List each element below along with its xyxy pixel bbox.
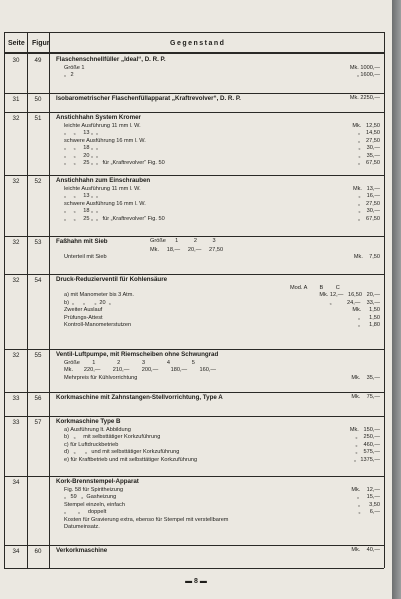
row-title: Druck-Reduzierventil für Kohlensäure [56,276,168,283]
row-line-text: Mehrpreis für Kühlvorrichtung [64,374,138,381]
row-line-text: a) mit Manometer bis 3 Atm. [64,292,134,299]
row-line-text: Kontroll-Manometerstutzen [64,322,132,328]
row-line-text: Fig. 58 für Spiritheizung [64,487,124,493]
row-line-text: „ 2 [64,72,74,79]
col-header-gegenstand: Gegenstand [170,40,226,47]
row-title-price: Mk. 40,— [351,547,380,553]
row-line-price: „ 30,— [358,145,380,152]
col-header-seite: Seite [8,40,25,47]
row-line-text: Mod. A B C [290,285,340,291]
row-line-text: leichte Ausführung 11 mm l. W. [64,123,141,129]
row-line-price: „ 6,— [358,509,380,516]
row-line-text: „ „ doppelt [64,509,107,516]
row-line-text: Stempel einzeln, einfach [64,501,125,508]
row-line-price: Mk. 35,— [351,374,380,381]
row-line-text: „ „ 13 „ „ [64,193,98,200]
row-line-text: b) „ „ „ 20 „ [64,299,111,306]
row-line-price: Mk. 7,50 [353,254,380,261]
row-line-price: „ 16,— [358,193,380,200]
row-line-text: e) für Kraftbetrieb und mit selbsttätiger Korkzuführung [64,456,198,463]
row-line-price: „ 67,50 [357,215,380,222]
row-seite: 33 [12,419,20,426]
row-line-text: Größe 1 [64,65,85,71]
row-line-text: a) Ausführung lt. Abbildung [64,427,131,433]
row-line-price: Mk. 150,— [349,427,380,433]
row-line-price: Mk. 12,— 16,50 20,— [319,292,380,299]
row-separator [4,349,384,350]
row-seite: 31 [12,96,20,103]
row-line-price: „ 3,50 [357,501,380,508]
row-seite: 32 [12,178,20,185]
row-line-price: Mk. 1000,— [349,65,380,71]
row-line-text: Unterteil mit Sieb [64,254,107,261]
row-figur: 49 [34,57,42,64]
table-right-rule [384,32,385,568]
row-separator [4,236,384,237]
row-seite: 30 [12,57,20,64]
row-line-price: „ 1600,— [356,72,380,79]
row-line-price: „ 24,— 33,— [329,299,380,306]
row-line-text: Mk. 220,— 210,— 200,— 180,— 160,— [64,367,217,374]
row-line-text: leichte Ausführung 11 mm l. W. [64,186,141,192]
row-separator [4,392,384,393]
row-line-text: schwere Ausführung 16 mm l. W. [64,137,146,144]
row-seite: 32 [12,277,20,284]
row-line-text: Kosten für Gravierung extra, ebenso für Stempel mit verstellbarem [64,516,229,523]
col-header-figur: Figur [32,40,50,47]
row-line-price: „ 1,80 [357,322,380,328]
row-figur: 54 [34,277,42,284]
row-line-price: „ 27,50 [357,200,380,207]
row-figur: 57 [34,419,42,426]
row-title: Flaschenschnellfüller „Ideal“, D. R. P. [56,56,166,63]
row-separator [4,476,384,477]
row-line-text: „ „ 13 „ „ [64,130,98,137]
row-figur: 52 [34,178,42,185]
row-line-price: „ 27,50 [357,137,380,144]
row-seite: 32 [12,239,20,246]
table-top-rule [4,32,384,33]
row-title: Anstichhahn System Kromer [56,114,141,121]
row-figur: 51 [34,115,42,122]
row-title: Anstichhahn zum Einschrauben [56,177,151,184]
row-line-text: „ 59 „ Gasheizung [64,494,117,501]
row-line-price: „ 1375,— [353,456,380,463]
row-line-text: „ „ 25 „ „ für „Kraftrevolver“ Fig. 50 [64,215,165,222]
row-figur: 50 [34,96,42,103]
row-line-price: Mk. 12,50 [352,123,380,129]
row-separator [4,112,384,113]
row-line-text: schwere Ausführung 16 mm l. W. [64,200,146,207]
row-line-text: b) „ mit selbsttätiger Korkzuführung [64,434,161,441]
row-seite: 33 [12,395,20,402]
row-line-price: „ 1,50 [357,314,380,321]
row-title: Korkmaschine mit Zahnstangen-Stellvorrichtung, Type A [56,394,223,401]
row-seite: 34 [12,548,20,555]
row-line-price: Mk. 1,50 [352,307,380,314]
row-separator [4,93,384,94]
row-separator [4,545,384,546]
row-line-price: „ 67,50 [357,160,380,166]
page-edge [392,0,401,599]
row-line-text: c) für Luftdruckbetrieb [64,441,119,448]
row-line-text: Mk. 18,— 20,— 27,50 [150,247,224,253]
row-line-text: „ „ 18 „ „ [64,208,98,215]
row-figur: 56 [34,395,42,402]
row-figur: 55 [34,352,42,359]
row-line-price: „ 35,— [358,152,380,159]
page-number: ▬ 8 ▬ [185,578,207,585]
row-figur: 53 [34,239,42,246]
row-line-text: Größe 1 2 3 4 5 [64,360,195,366]
row-figur: 60 [34,548,42,555]
row-line-text: Datumeinsatz. [64,524,100,530]
row-line-text: d) „ „ und mit selbsttätiger Korkzuführung [64,449,180,456]
row-line-price: Mk. 13,— [352,186,380,192]
row-line-text: Prüfungs-Attest [64,314,103,321]
row-title-extra: Größe 1 2 3 [150,238,216,244]
row-line-text: Zweiter Auslauf [64,307,103,314]
row-line-price: „ 250,— [355,434,380,441]
row-title: Faßhahn mit Sieb [56,238,108,245]
row-seite: 32 [12,352,20,359]
page-number-value: 8 [194,578,198,585]
row-title-price: Mk. 2250,— [349,95,380,101]
row-seite: 32 [12,115,20,122]
table-bottom-rule [4,568,384,569]
header-bottom-rule-2 [4,53,384,54]
row-title: Isobarometrischer Flaschenfüllapparat „Kraftrevolver“, D. R. P. [56,95,241,102]
row-line-text: „ „ 25 „ „ für „Kraftrevolver“ Fig. 50 [64,160,165,166]
row-title: Kork-Brennstempel-Apparat [56,478,139,485]
row-title: Ventil-Luftpumpe, mit Riemscheiben ohne Schwungrad [56,351,219,358]
row-line-price: „ 15,— [356,494,380,501]
row-separator [4,416,384,417]
row-line-price: „ 14,50 [357,130,380,137]
row-line-price: Mk. 12,— [351,487,380,493]
row-line-price: „ 575,— [355,449,380,456]
row-line-text: „ „ 18 „ „ [64,145,98,152]
row-title: Verkorkmaschine [56,547,108,554]
row-title-price: Mk. 75,— [351,394,380,400]
row-line-price: „ 30,— [358,208,380,215]
row-line-text: „ „ 20 „ „ [64,152,98,159]
row-separator [4,274,384,275]
row-separator [4,175,384,176]
row-line-price: „ 460,— [355,441,380,448]
row-title: Korkmaschine Type B [56,418,121,425]
row-seite: 34 [12,479,20,486]
